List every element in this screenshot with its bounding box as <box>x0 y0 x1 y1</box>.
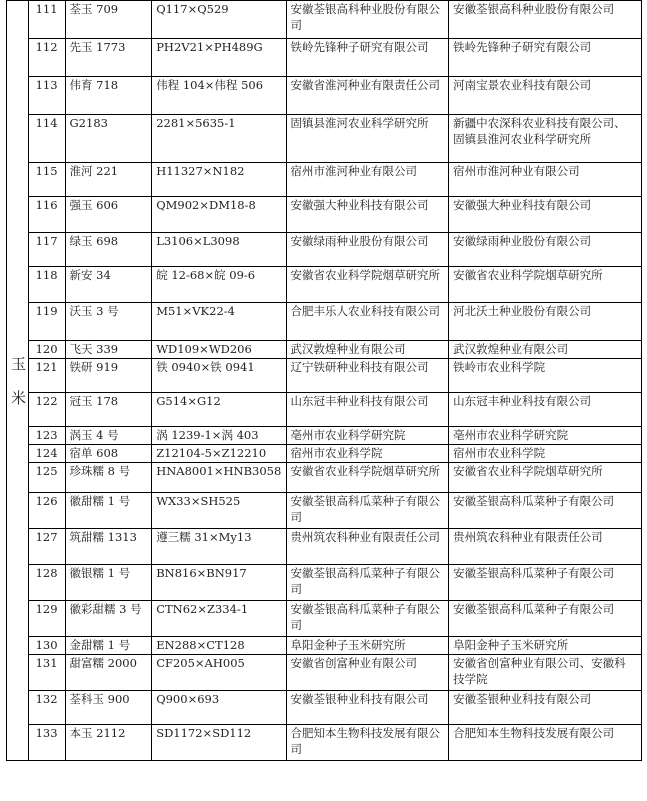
variety-name: 荃玉 709 <box>65 1 152 39</box>
variety-breeder: 安徽绿雨种业股份有限公司 <box>449 233 642 267</box>
variety-applicant: 安徽绿雨种业股份有限公司 <box>286 233 449 267</box>
table-row <box>7 197 642 233</box>
variety-pedigree: PH2V21×PH489G <box>152 39 286 77</box>
variety-breeder: 河北沃土种业股份有限公司 <box>449 303 642 341</box>
crop-category-char-1: 玉 <box>11 354 27 373</box>
variety-name: 涡玉 4 号 <box>65 427 152 445</box>
variety-name: 珍珠糯 8 号 <box>65 463 152 493</box>
table-row <box>7 303 642 341</box>
variety-name: 绿玉 698 <box>65 233 152 267</box>
table-row <box>7 529 642 565</box>
variety-number: 121 <box>28 359 65 393</box>
variety-name: 本玉 2112 <box>65 725 152 761</box>
variety-applicant: 安徽荃银高科瓜菜种子有限公司 <box>286 601 449 637</box>
variety-pedigree: Q117×Q529 <box>152 1 286 39</box>
variety-number: 131 <box>28 655 65 691</box>
variety-number: 116 <box>28 197 65 233</box>
variety-name: 先玉 1773 <box>65 39 152 77</box>
variety-applicant: 安徽强大种业科技有限公司 <box>286 197 449 233</box>
variety-pedigree: 2281×5635-1 <box>152 115 286 163</box>
variety-pedigree: 伟程 104×伟程 506 <box>152 77 286 115</box>
variety-number: 130 <box>28 637 65 655</box>
variety-applicant: 安徽省农业科学院烟草研究所 <box>286 463 449 493</box>
variety-number: 119 <box>28 303 65 341</box>
table-row <box>7 341 642 359</box>
variety-applicant: 铁岭先锋种子研究有限公司 <box>286 39 449 77</box>
variety-breeder: 安徽荃银高科瓜菜种子有限公司 <box>449 565 642 601</box>
variety-number: 129 <box>28 601 65 637</box>
variety-name: 新安 34 <box>65 267 152 303</box>
variety-name: 伟育 718 <box>65 77 152 115</box>
variety-pedigree: WD109×WD206 <box>152 341 286 359</box>
variety-applicant: 安徽荃银高科种业股份有限公司 <box>286 1 449 39</box>
variety-pedigree: CF205×AH005 <box>152 655 286 691</box>
table-row <box>7 267 642 303</box>
variety-breeder: 宿州市淮河种业有限公司 <box>449 163 642 197</box>
variety-breeder: 宿州市农业科学院 <box>449 445 642 463</box>
variety-breeder: 阜阳金种子玉米研究所 <box>449 637 642 655</box>
variety-breeder: 山东冠丰种业科技有限公司 <box>449 393 642 427</box>
table-row <box>7 115 642 163</box>
variety-pedigree: 遵三糯 31×My13 <box>152 529 286 565</box>
variety-number: 111 <box>28 1 65 39</box>
variety-pedigree: 铁 0940×铁 0941 <box>152 359 286 393</box>
crop-category-cell <box>7 1 29 761</box>
variety-name: 徽银糯 1 号 <box>65 565 152 601</box>
variety-number: 127 <box>28 529 65 565</box>
table-row <box>7 601 642 637</box>
variety-name: 淮河 221 <box>65 163 152 197</box>
table-row <box>7 39 642 77</box>
table-row <box>7 493 642 529</box>
variety-name: 徽彩甜糯 3 号 <box>65 601 152 637</box>
variety-breeder: 武汉敦煌种业有限公司 <box>449 341 642 359</box>
variety-name: 冠玉 178 <box>65 393 152 427</box>
variety-number: 117 <box>28 233 65 267</box>
variety-applicant: 武汉敦煌种业有限公司 <box>286 341 449 359</box>
variety-number: 132 <box>28 691 65 725</box>
variety-pedigree: QM902×DM18-8 <box>152 197 286 233</box>
variety-name: 强玉 606 <box>65 197 152 233</box>
variety-applicant: 阜阳金种子玉米研究所 <box>286 637 449 655</box>
variety-applicant: 山东冠丰种业科技有限公司 <box>286 393 449 427</box>
variety-number: 126 <box>28 493 65 529</box>
variety-number: 122 <box>28 393 65 427</box>
variety-number: 112 <box>28 39 65 77</box>
variety-applicant: 安徽省淮河种业有限责任公司 <box>286 77 449 115</box>
variety-pedigree: EN288×CT128 <box>152 637 286 655</box>
table-row <box>7 163 642 197</box>
variety-number: 128 <box>28 565 65 601</box>
variety-breeder: 新疆中农深科农业科技有限公司、固镇县淮河农业科学研究所 <box>449 115 642 163</box>
table-row <box>7 1 642 39</box>
variety-number: 124 <box>28 445 65 463</box>
variety-name: 飞天 339 <box>65 341 152 359</box>
variety-name: 金甜糯 1 号 <box>65 637 152 655</box>
variety-name: 铁研 919 <box>65 359 152 393</box>
variety-name: 徽甜糯 1 号 <box>65 493 152 529</box>
variety-applicant: 贵州筑农科种业有限责任公司 <box>286 529 449 565</box>
variety-applicant: 安徽荃银高科瓜菜种子有限公司 <box>286 493 449 529</box>
variety-number: 115 <box>28 163 65 197</box>
variety-applicant: 安徽省创富种业有限公司 <box>286 655 449 691</box>
variety-breeder: 安徽荃银高科瓜菜种子有限公司 <box>449 601 642 637</box>
variety-pedigree: Q900×693 <box>152 691 286 725</box>
variety-applicant: 合肥丰乐人农业科技有限公司 <box>286 303 449 341</box>
crop-category-char-2: 米 <box>11 388 27 407</box>
variety-applicant: 固镇县淮河农业科学研究所 <box>286 115 449 163</box>
variety-pedigree: Z12104-5×Z12210 <box>152 445 286 463</box>
variety-breeder: 铁岭先锋种子研究有限公司 <box>449 39 642 77</box>
variety-pedigree: 涡 1239-1×涡 403 <box>152 427 286 445</box>
variety-table <box>6 0 642 761</box>
variety-name: 沃玉 3 号 <box>65 303 152 341</box>
variety-name: 筑甜糯 1313 <box>65 529 152 565</box>
variety-breeder: 贵州筑农科种业有限责任公司 <box>449 529 642 565</box>
variety-breeder: 安徽荃银高科瓜菜种子有限公司 <box>449 493 642 529</box>
variety-pedigree: L3106×L3098 <box>152 233 286 267</box>
variety-breeder: 铁岭市农业科学院 <box>449 359 642 393</box>
variety-table-body <box>7 1 642 761</box>
variety-pedigree: 皖 12-68×皖 09-6 <box>152 267 286 303</box>
table-row <box>7 463 642 493</box>
variety-number: 114 <box>28 115 65 163</box>
variety-breeder: 安徽荃银种业科技有限公司 <box>449 691 642 725</box>
table-row <box>7 445 642 463</box>
variety-pedigree: G514×G12 <box>152 393 286 427</box>
table-row <box>7 691 642 725</box>
table-row <box>7 725 642 761</box>
variety-applicant: 安徽省农业科学院烟草研究所 <box>286 267 449 303</box>
variety-breeder: 安徽省创富种业有限公司、安徽科技学院 <box>449 655 642 691</box>
variety-applicant: 安徽荃银高科瓜菜种子有限公司 <box>286 565 449 601</box>
variety-number: 123 <box>28 427 65 445</box>
variety-breeder: 安徽省农业科学院烟草研究所 <box>449 463 642 493</box>
variety-breeder: 安徽强大种业科技有限公司 <box>449 197 642 233</box>
table-row <box>7 637 642 655</box>
table-row <box>7 565 642 601</box>
table-row <box>7 655 642 691</box>
variety-number: 118 <box>28 267 65 303</box>
variety-breeder: 安徽省农业科学院烟草研究所 <box>449 267 642 303</box>
table-row <box>7 77 642 115</box>
variety-number: 125 <box>28 463 65 493</box>
variety-name: 宿单 608 <box>65 445 152 463</box>
variety-name: G2183 <box>65 115 152 163</box>
variety-number: 120 <box>28 341 65 359</box>
variety-breeder: 河南宝景农业科技有限公司 <box>449 77 642 115</box>
table-row <box>7 393 642 427</box>
table-row <box>7 427 642 445</box>
variety-applicant: 亳州市农业科学研究院 <box>286 427 449 445</box>
variety-applicant: 合肥知本生物科技发展有限公司 <box>286 725 449 761</box>
variety-applicant: 宿州市农业科学院 <box>286 445 449 463</box>
variety-pedigree: WX33×SH525 <box>152 493 286 529</box>
variety-applicant: 安徽荃银种业科技有限公司 <box>286 691 449 725</box>
variety-breeder: 安徽荃银高科种业股份有限公司 <box>449 1 642 39</box>
variety-pedigree: H11327×N182 <box>152 163 286 197</box>
variety-name: 荃科玉 900 <box>65 691 152 725</box>
variety-number: 113 <box>28 77 65 115</box>
variety-breeder: 亳州市农业科学研究院 <box>449 427 642 445</box>
variety-pedigree: SD1172×SD112 <box>152 725 286 761</box>
variety-pedigree: CTN62×Z334-1 <box>152 601 286 637</box>
variety-name: 甜富糯 2000 <box>65 655 152 691</box>
variety-pedigree: HNA8001×HNB3058 <box>152 463 286 493</box>
variety-number: 133 <box>28 725 65 761</box>
table-row <box>7 359 642 393</box>
variety-applicant: 辽宁铁研种业科技有限公司 <box>286 359 449 393</box>
variety-pedigree: M51×VK22-4 <box>152 303 286 341</box>
variety-breeder: 合肥知本生物科技发展有限公司 <box>449 725 642 761</box>
table-row <box>7 233 642 267</box>
variety-pedigree: BN816×BN917 <box>152 565 286 601</box>
variety-applicant: 宿州市淮河种业有限公司 <box>286 163 449 197</box>
